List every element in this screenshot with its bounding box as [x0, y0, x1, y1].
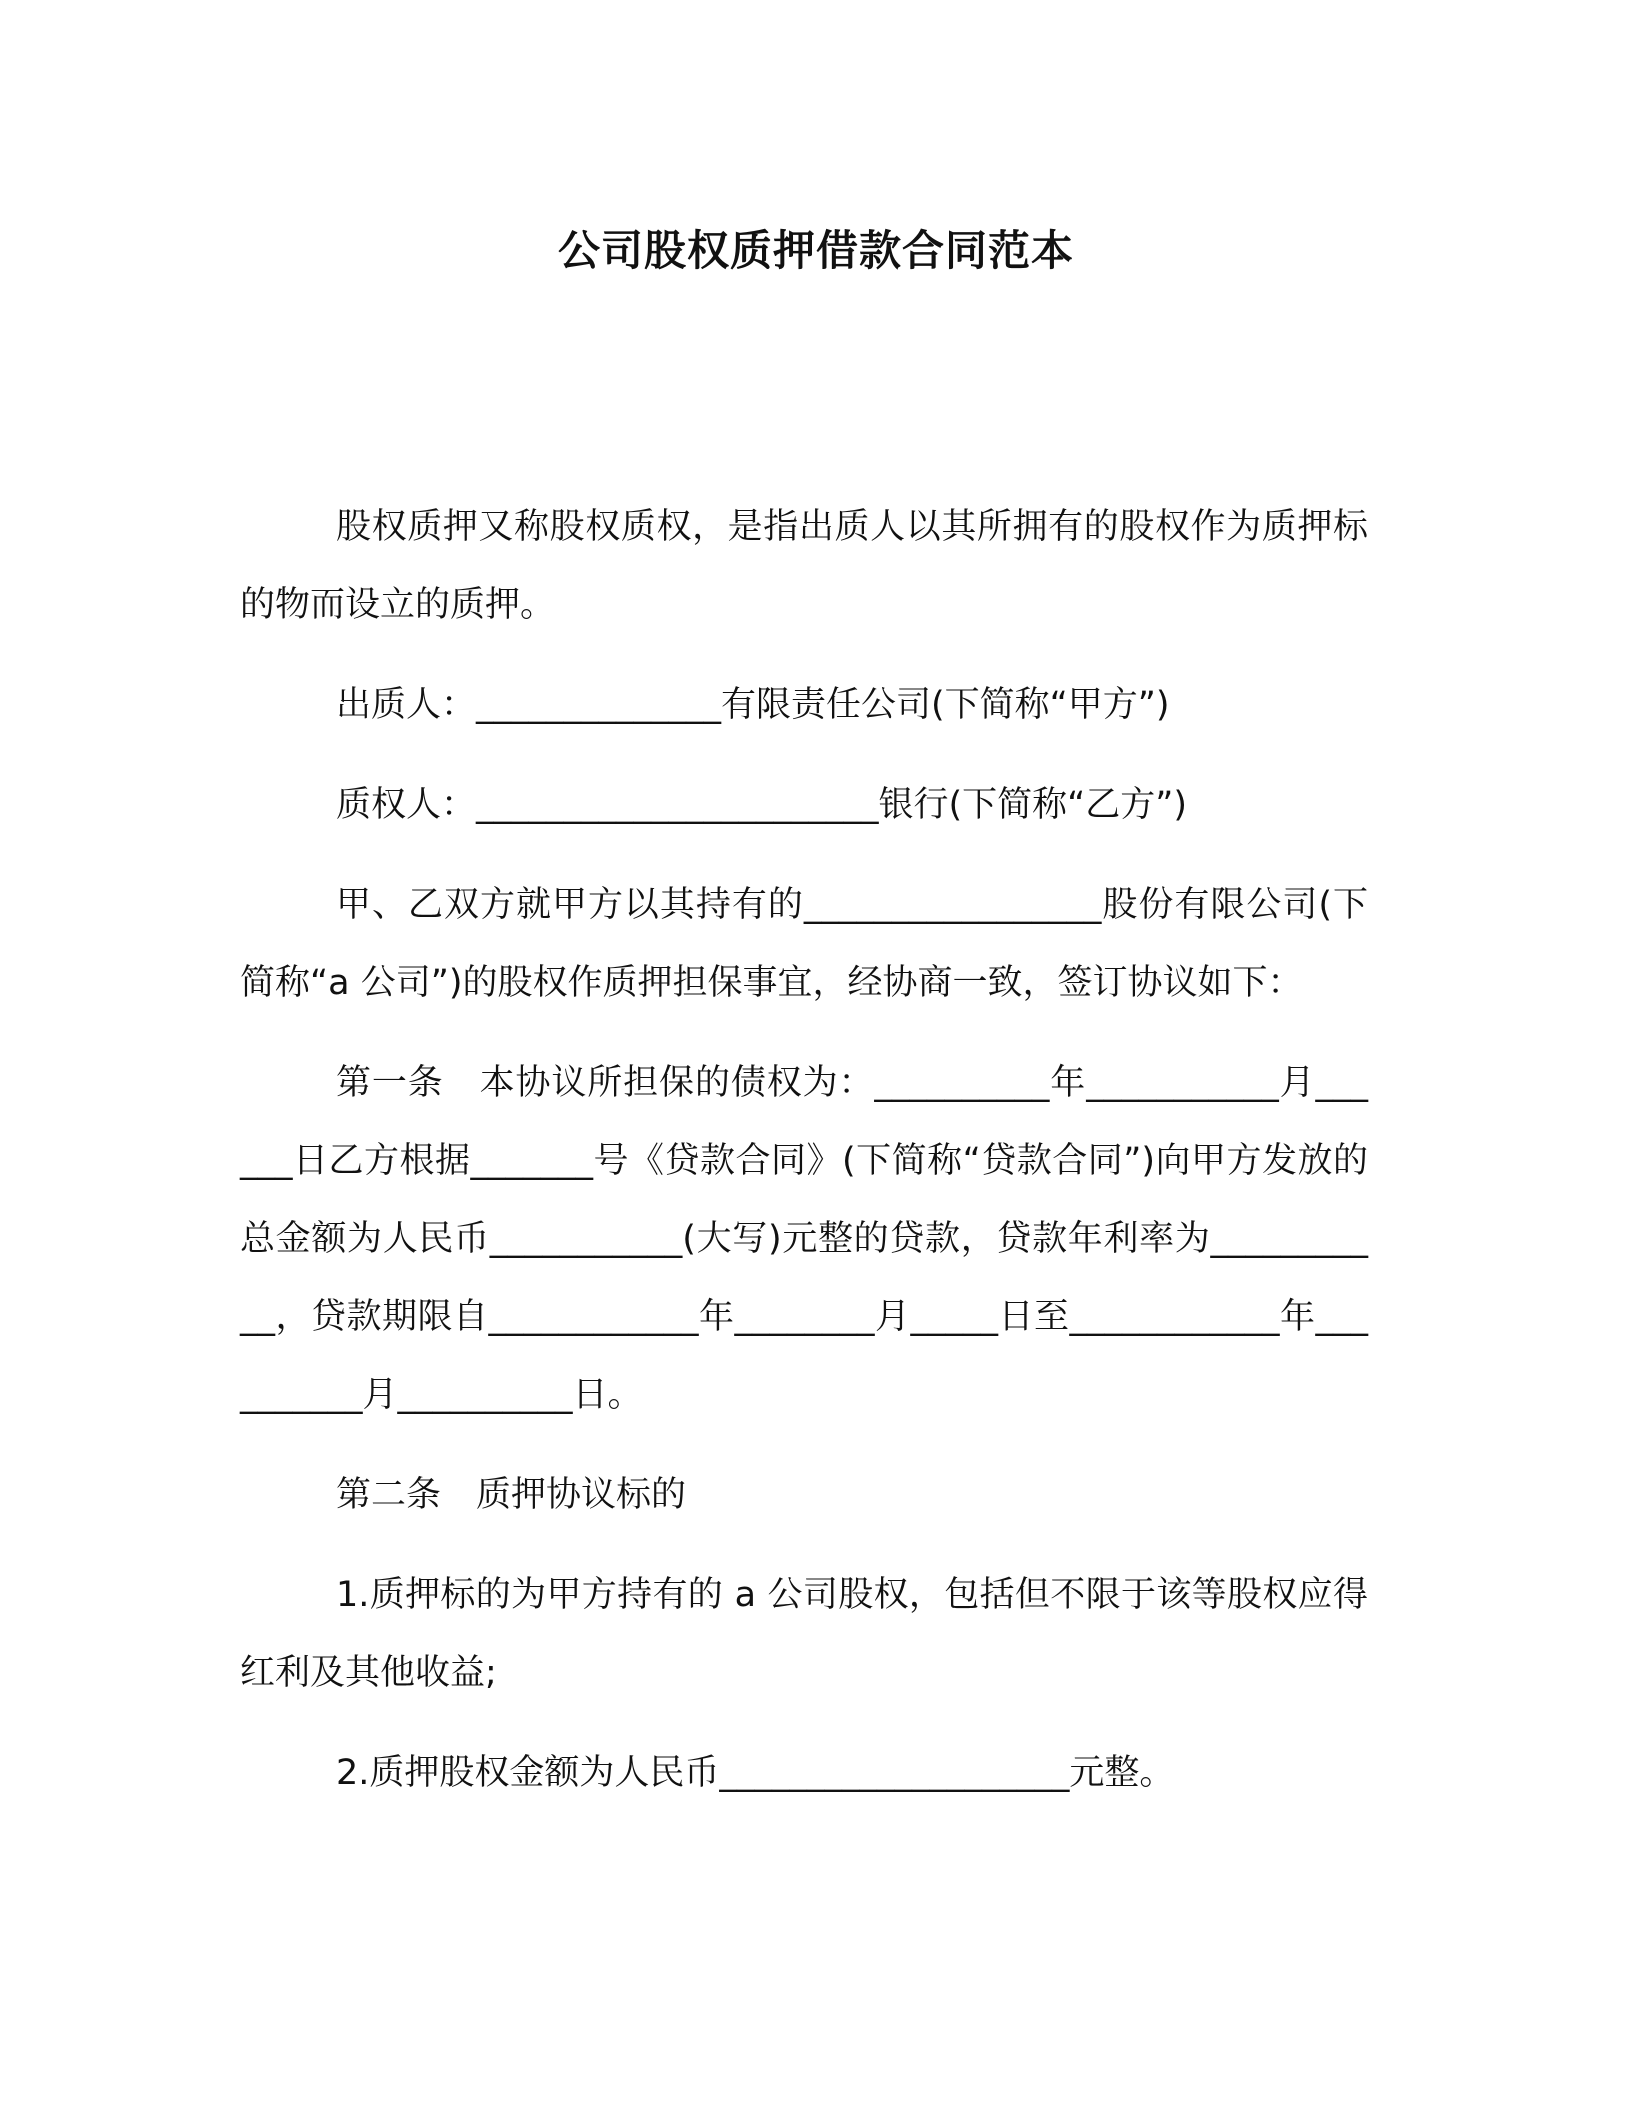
article-two-item-2: 2.质押股权金额为人民币____________________元整。 — [336, 1753, 1175, 1793]
pledgee-line: 质权人：_______________________银行(下简称“乙方”) — [336, 785, 1188, 825]
article-one: 第一条 本协议所担保的债权为：__________年___________月______日乙方根据_______号《贷款合同》(下简称“贷款合同”)向甲方发放的总金额为人民币___________(大写)元整的贷款，贷款年利率为___________，贷款期限自____________年________月_____日至____________年__________月__________日。 — [240, 1063, 1368, 1415]
document-body — [240, 488, 1368, 1834]
agreement-preamble: 甲、乙双方就甲方以其持有的_________________股份有限公司(下简称“a 公司”)的股权作质押担保事宜，经协商一致，签订协议如下： — [240, 885, 1368, 1003]
article-two-heading: 第二条 质押协议标的 — [336, 1475, 687, 1515]
intro-paragraph: 股权质押又称股权质权，是指出质人以其所拥有的股权作为质押标的物而设立的质押。 — [240, 507, 1368, 625]
pledgor-line: 出质人：______________有限责任公司(下简称“甲方”) — [336, 685, 1170, 725]
document-title: 公司股权质押借款合同范本 — [557, 226, 1074, 275]
article-two-item-1: 1.质押标的为甲方持有的 a 公司股权，包括但不限于该等股权应得红利及其他收益; — [240, 1575, 1368, 1693]
